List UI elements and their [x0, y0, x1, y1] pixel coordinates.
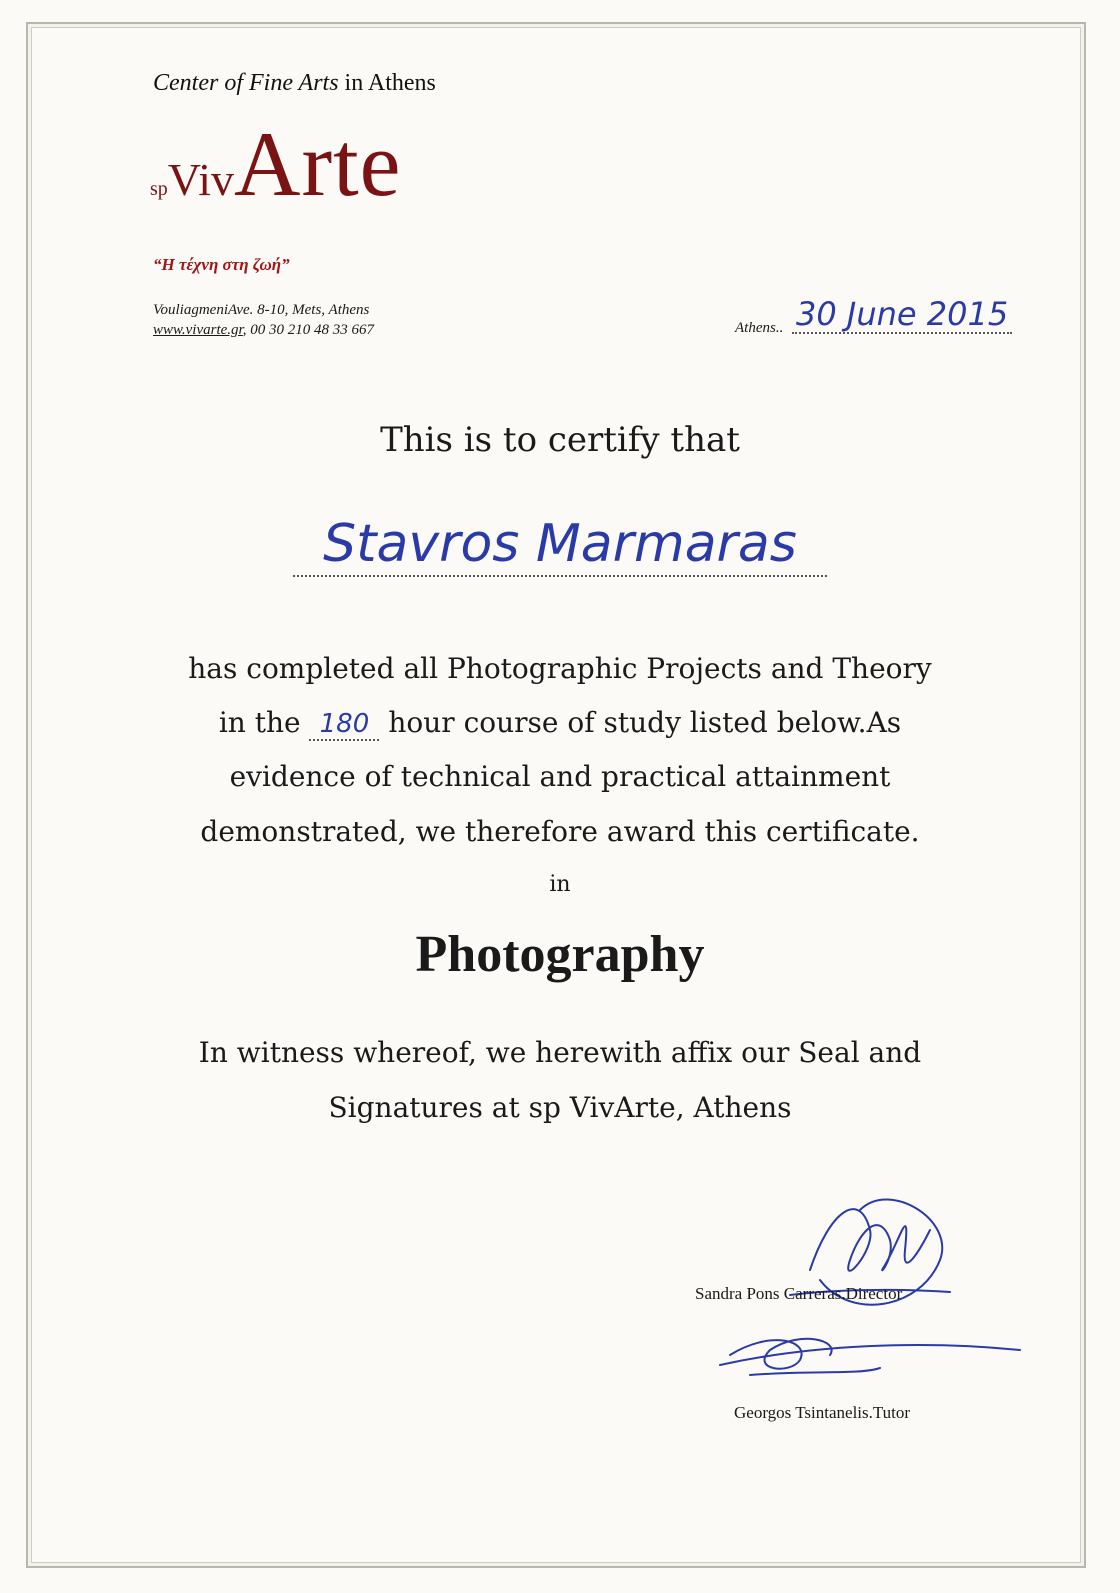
place-label: Athens.. — [735, 320, 784, 336]
subject-title: Photography — [415, 926, 705, 983]
director-name: Sandra Pons Carreras.Director — [695, 1284, 903, 1303]
body-line-2 — [0, 706, 1120, 741]
witness-line-1: In witness whereof, we herewith affix our Seal and — [198, 1036, 922, 1069]
body-line-3: evidence of technical and practical attainment — [229, 760, 891, 793]
contact-line — [153, 322, 374, 339]
website-link[interactable]: www.vivarte.gr — [153, 322, 243, 338]
witness-line-2: Signatures at sp VivArte, Athens — [328, 1091, 792, 1124]
handwritten-date: 30 June 2015 — [792, 297, 1012, 334]
org-plain: in Athens — [338, 70, 436, 96]
org-italic: Center of Fine Arts — [153, 70, 339, 96]
course-hours: 180 — [309, 709, 379, 741]
in-word: in — [549, 872, 571, 897]
logo-arte: Arte — [234, 113, 402, 215]
tutor-name: Georgos Tsintanelis.Tutor — [734, 1403, 911, 1422]
address-line: VouliagmeniAve. 8-10, Mets, Athens — [153, 302, 370, 318]
line2-pre: in the — [218, 706, 310, 739]
motto: “Η τέχνη στη ζωή” — [153, 255, 290, 274]
tutor-signature — [720, 1339, 1020, 1375]
phone: , 00 30 210 48 33 667 — [242, 322, 374, 338]
recipient-field — [0, 515, 1120, 577]
body-line-1: has completed all Photographic Projects and Theory — [188, 652, 932, 685]
organization-line — [153, 70, 436, 97]
logo-viv: Viv — [167, 154, 235, 205]
recipient-name: Stavros Marmaras — [293, 515, 827, 577]
body-line-4: demonstrated, we therefore award this certificate. — [200, 815, 920, 848]
line2-post: hour course of study listed below.As — [379, 706, 902, 739]
certify-heading: This is to certify that — [380, 420, 740, 460]
logo-sp: sp — [150, 178, 168, 200]
vivarte-logo — [150, 113, 402, 215]
